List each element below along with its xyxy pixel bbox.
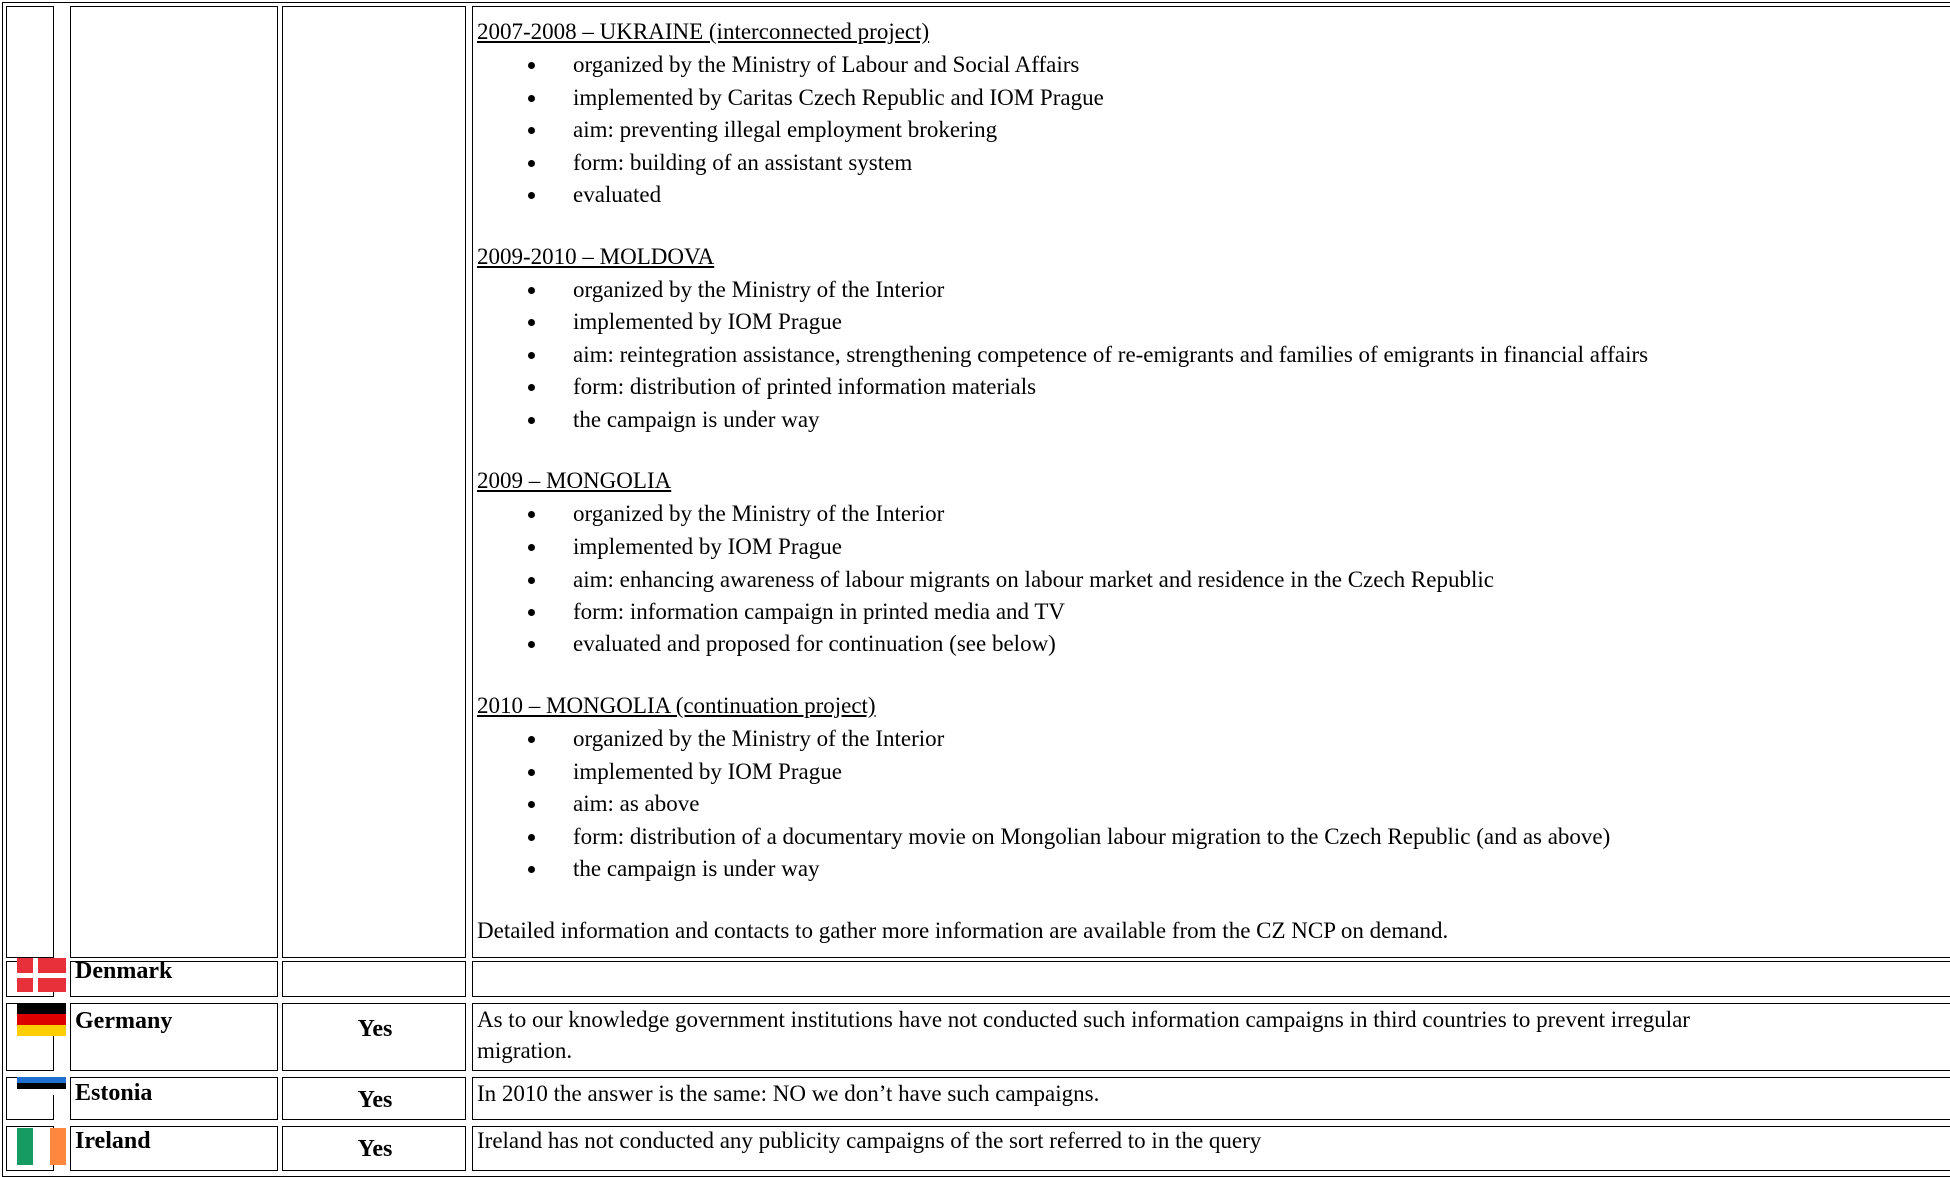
campaign-bullet: organized by the Ministry of the Interior	[573, 277, 945, 302]
campaign-bullet: aim: reintegration assistance, strengthening competence of re-emigrants and families of emigrants in financial affairs	[573, 342, 1649, 367]
campaign-bullet: the campaign is under way	[573, 856, 820, 881]
campaign-bullet: form: distribution of printed information materials	[573, 374, 1037, 399]
answer-value: Yes	[357, 1136, 393, 1162]
comment-text: In 2010 the answer is the same: NO we don’t have such campaigns.	[477, 1081, 1100, 1106]
campaign-bullet: evaluated and proposed for continuation (see below)	[573, 631, 1056, 656]
comment-text: As to our knowledge government institutions have not conducted such information campaigns in third countries to prevent irregular	[477, 1007, 1690, 1032]
comment-text-continued: migration.	[477, 1038, 573, 1063]
campaign-bullet: form: information campaign in printed media and TV	[573, 599, 1066, 624]
campaign-heading: 2009-2010 – MOLDOVA	[477, 244, 715, 269]
campaign-bullet: implemented by IOM Prague	[573, 534, 842, 559]
campaign-bullet: form: building of an assistant system	[573, 150, 913, 175]
campaign-bullet: aim: enhancing awareness of labour migrants on labour market and residence in the Czech Republic	[573, 567, 1494, 592]
campaign-bullet: the campaign is under way	[573, 407, 820, 432]
campaign-bullet: evaluated	[573, 182, 662, 207]
country-name: Estonia	[75, 1080, 153, 1106]
campaign-bullet: aim: preventing illegal employment brokering	[573, 117, 998, 142]
country-name: Germany	[75, 1008, 173, 1034]
campaign-bullet: implemented by IOM Prague	[573, 759, 842, 784]
table-outer-border	[2, 2, 1950, 1177]
campaign-heading: 2010 – MONGOLIA (continuation project)	[477, 693, 876, 718]
campaign-bullet: organized by the Ministry of the Interior	[573, 501, 945, 526]
campaign-bullet: implemented by Caritas Czech Republic and IOM Prague	[573, 85, 1104, 110]
answer-value: Yes	[357, 1087, 393, 1113]
czech-footer-note: Detailed information and contacts to gather more information are available from the CZ NCP on demand.	[477, 918, 1449, 943]
campaign-bullet: organized by the Ministry of Labour and Social Affairs	[573, 52, 1080, 77]
answer-value: Yes	[357, 1016, 393, 1042]
campaign-bullet: implemented by IOM Prague	[573, 309, 842, 334]
country-name: Denmark	[75, 958, 173, 984]
campaign-bullet: aim: as above	[573, 791, 700, 816]
campaign-bullet: form: distribution of a documentary movie on Mongolian labour migration to the Czech Republic (and as above)	[573, 824, 1611, 849]
campaign-bullet: organized by the Ministry of the Interior	[573, 726, 945, 751]
campaign-heading: 2007-2008 – UKRAINE (interconnected project)	[477, 19, 930, 44]
country-name: Ireland	[75, 1128, 151, 1154]
comment-text: Ireland has not conducted any publicity campaigns of the sort referred to in the query	[477, 1128, 1262, 1153]
campaign-heading: 2009 – MONGOLIA	[477, 468, 672, 493]
